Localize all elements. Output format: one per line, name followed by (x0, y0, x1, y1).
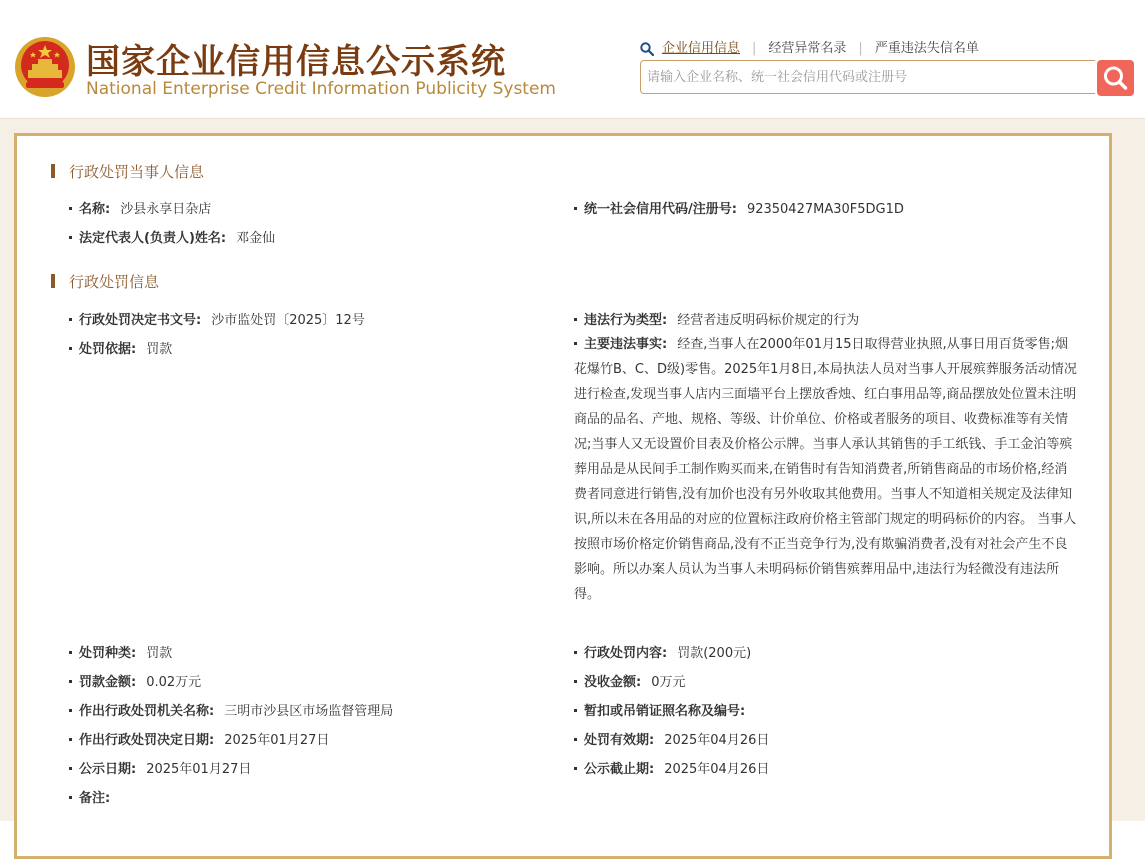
field-fine-amount (69, 671, 201, 690)
section-marker (51, 164, 55, 178)
field-value: 0.02万元 (146, 675, 202, 690)
field-label: 主要违法事实: (584, 337, 668, 352)
top-nav (640, 37, 979, 56)
field-label: 公示日期: (79, 762, 137, 777)
nav-dishonest-list-link[interactable]: 严重违法失信名单 (874, 41, 979, 56)
field-label: 公示截止期: (584, 762, 655, 777)
field-label: 处罚有效期: (584, 733, 655, 748)
field-value: 罚款(200元) (677, 646, 752, 661)
field-authority (69, 700, 393, 719)
field-value: 经营者违反明码标价规定的行为 (677, 313, 860, 328)
field-publish-date (69, 758, 251, 777)
field-value: 0万元 (651, 675, 686, 690)
field-publish-end (574, 758, 769, 777)
field-label: 行政处罚决定书文号: (79, 313, 202, 328)
search-button[interactable] (1097, 60, 1134, 96)
field-label: 行政处罚内容: (584, 646, 668, 661)
field-label: 统一社会信用代码/注册号: (584, 202, 737, 217)
field-value: 罚款 (146, 342, 173, 357)
field-value: 2025年04月26日 (664, 762, 770, 777)
field-value: 经查,当事人在2000年01月15日取得营业执照,从事日用百货零售;烟花爆竹B、C、D级)零售。2025年1月8日,本局执法人员对当事人开展殡葬服务活动情况进行检查,发现当事人店内三面墙平台上摆放香烛、红白事用品等,商品摆放处位置未注明商品的品名、产地、规格、等级、计价单位、价格或者服务的项目、收费标准等有关情况;当事人又无设置价目表及价格公示牌。当事人承认其销售的手工纸钱、手工金泊等殡葬用品是从民间手工制作购买而来,在销售时有告知消费者,所销售商品的市场价格,经消费者同意进行销售,没有加价也没有另外收取其他费用。当事人不知道相关规定及法律知识,所以未在各用品的对应的位置标注政府价格主管部门规定的明码标价的内容。 当事人按照市场价格定价销售商品,没有不正当竞争行为,没有欺骗消费者,没有对社会产生不良影响。所以办案人员认为当事人未明码标价销售殡葬用品中,违法行为轻微没有违法所得。 (574, 337, 1077, 602)
section-title-penalty-text: 行政处罚信息 (69, 273, 160, 291)
field-value: 92350427MA30F5DG1D (746, 202, 904, 217)
field-value: 沙县永享日杂店 (120, 202, 212, 217)
site-title-cn: 国家企业信用信息公示系统 (86, 42, 506, 82)
field-label: 名称: (79, 202, 111, 217)
field-label: 暂扣或吊销证照名称及编号: (584, 704, 746, 719)
national-emblem-icon (14, 36, 76, 98)
field-label: 违法行为类型: (584, 313, 668, 328)
nav-abnormal-list-link[interactable]: 经营异常名录 (768, 41, 847, 56)
field-penalty-content (574, 642, 751, 661)
field-label: 处罚种类: (79, 646, 137, 661)
section-marker (51, 274, 55, 288)
field-value: 罚款 (146, 646, 173, 661)
nav-separator: | (752, 41, 757, 56)
header (0, 0, 1145, 118)
field-remark (69, 787, 120, 806)
field-penalty-kind (69, 642, 172, 661)
field-decision-date (69, 729, 329, 748)
field-value: 沙市监处罚〔2025〕12号 (211, 313, 365, 328)
field-valid-until (574, 729, 769, 748)
field-value: 三明市沙县区市场监督管理局 (224, 704, 394, 719)
field-value: 2025年04月26日 (664, 733, 770, 748)
field-label: 备注: (79, 791, 111, 806)
field-label: 作出行政处罚机关名称: (79, 704, 215, 719)
detail-panel (14, 133, 1112, 859)
section-title-party (51, 161, 204, 182)
section-title-party-text: 行政处罚当事人信息 (69, 163, 205, 181)
field-main-facts (574, 332, 1077, 607)
field-license-revocation (574, 700, 755, 719)
nav-separator: | (858, 41, 863, 56)
search-icon (640, 42, 654, 56)
section-title-penalty (51, 271, 159, 292)
field-legal-rep (69, 227, 275, 246)
field-label: 罚款金额: (79, 675, 137, 690)
field-label: 法定代表人(负责人)姓名: (79, 231, 227, 246)
field-violation-type (574, 309, 859, 328)
field-value: 2025年01月27日 (146, 762, 252, 777)
field-name (69, 198, 211, 217)
field-label: 作出行政处罚决定日期: (79, 733, 215, 748)
field-label: 处罚依据: (79, 342, 137, 357)
field-decision-doc-no (69, 309, 365, 328)
nav-credit-info-link[interactable]: 企业信用信息 (662, 41, 741, 56)
field-label: 没收金额: (584, 675, 642, 690)
search-box (640, 60, 1095, 94)
search-icon (1097, 60, 1134, 96)
field-confiscation-amount (574, 671, 685, 690)
field-credit-code (574, 198, 904, 217)
field-value: 邓金仙 (236, 231, 276, 246)
search-input[interactable] (641, 61, 1093, 93)
field-value: 2025年01月27日 (224, 733, 330, 748)
site-title-en: National Enterprise Credit Information Publicity System (86, 79, 556, 99)
content-background (0, 119, 1145, 821)
field-penalty-basis (69, 338, 172, 357)
